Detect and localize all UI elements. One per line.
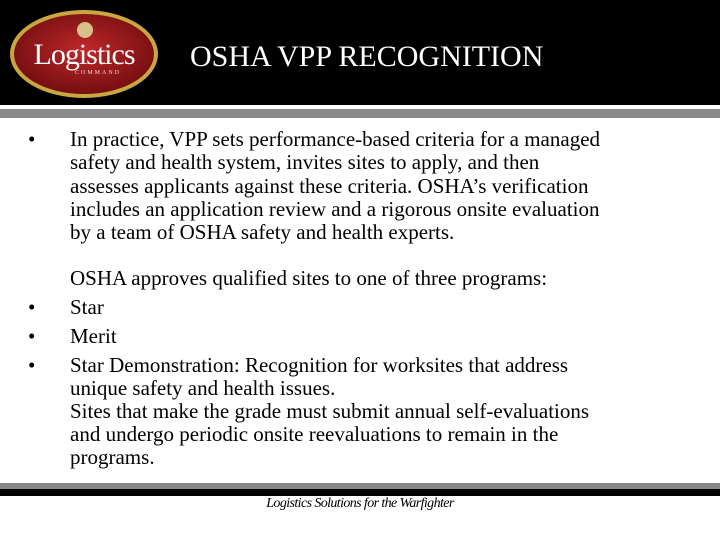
program-star: Star [70,295,104,319]
program-demo-line: and undergo periodic onsite reevaluations to remain in the [70,422,559,446]
program-merit: Merit [70,324,117,348]
slide-title: OSHA VPP RECOGNITION [190,40,544,73]
bullet: • [28,127,36,151]
header-divider [0,109,720,118]
svg-text:COMMAND: COMMAND [74,70,122,76]
program-demo-line: unique safety and health issues. [70,376,336,400]
bullet: • [28,324,36,348]
paragraph-line: by a team of OSHA safety and health experts. [70,220,455,244]
logistics-command-logo [8,8,160,100]
bullet: • [28,295,36,319]
program-demo-line: programs. [70,445,155,469]
footer-divider-black [0,489,720,496]
bullet: • [28,353,36,377]
program-demo-line: Sites that make the grade must submit annual self-evaluations [70,399,590,423]
paragraph-line: In practice, VPP sets performance-based criteria for a managed [70,127,601,151]
paragraph-line: assesses applicants against these criteria. OSHA’s verification [70,174,589,198]
svg-text:Logistics: Logistics [33,38,135,71]
paragraph-line: includes an application review and a rigorous onsite evaluation [70,197,600,221]
program-demo-line: Star Demonstration: Recognition for worksites that address [70,353,569,377]
paragraph-line: safety and health system, invites sites to apply, and then [70,150,540,174]
footer-tagline: Logistics Solutions for the Warfighter [266,496,454,511]
programs-intro: OSHA approves qualified sites to one of three programs: [70,266,548,290]
